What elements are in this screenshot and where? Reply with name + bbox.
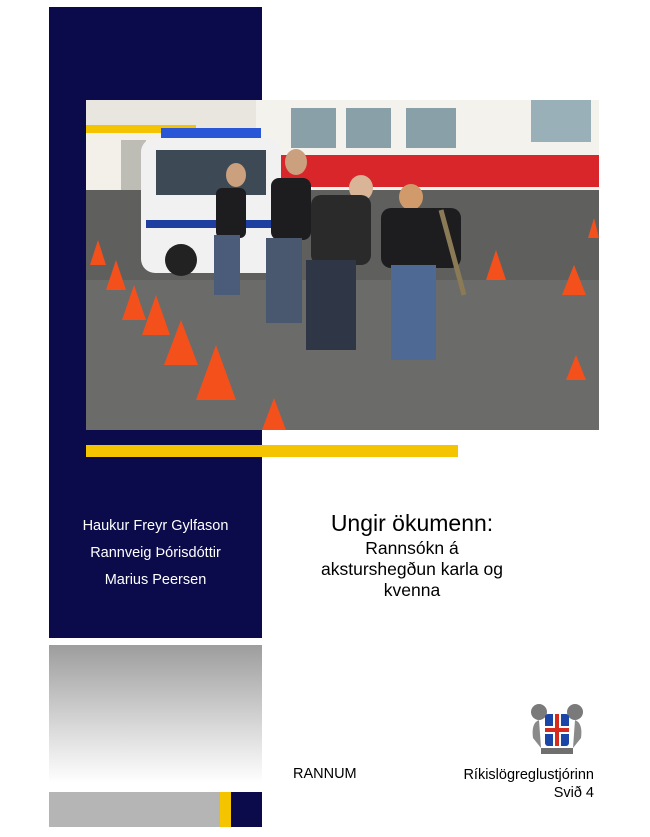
author-list xyxy=(49,516,262,597)
document-title xyxy=(262,508,562,601)
title-sub-line: kvenna xyxy=(383,580,441,600)
icelandic-coat-of-arms-icon xyxy=(527,698,587,758)
author-name: Marius Peersen xyxy=(104,572,207,588)
issuer-division: Svið 4 xyxy=(553,785,594,801)
title-main: Ungir ökumenn: xyxy=(330,510,494,536)
title-sub-line: Rannsókn á xyxy=(365,538,459,558)
yellow-strip xyxy=(220,792,231,827)
gray-strip xyxy=(49,792,220,827)
cover-photo xyxy=(86,100,599,430)
publisher-name: RANNUM xyxy=(293,766,357,782)
author-name: Rannveig Þórisdóttir xyxy=(90,545,221,561)
issuer-name: Ríkislögreglustjórinn xyxy=(463,767,594,783)
author-name: Haukur Freyr Gylfason xyxy=(82,518,229,534)
accent-bar xyxy=(86,445,458,457)
gray-gradient-block xyxy=(49,645,262,783)
title-sub-line: aksturshegðun karla og xyxy=(321,559,503,579)
issuer-block xyxy=(424,766,594,802)
navy-strip xyxy=(231,792,262,827)
